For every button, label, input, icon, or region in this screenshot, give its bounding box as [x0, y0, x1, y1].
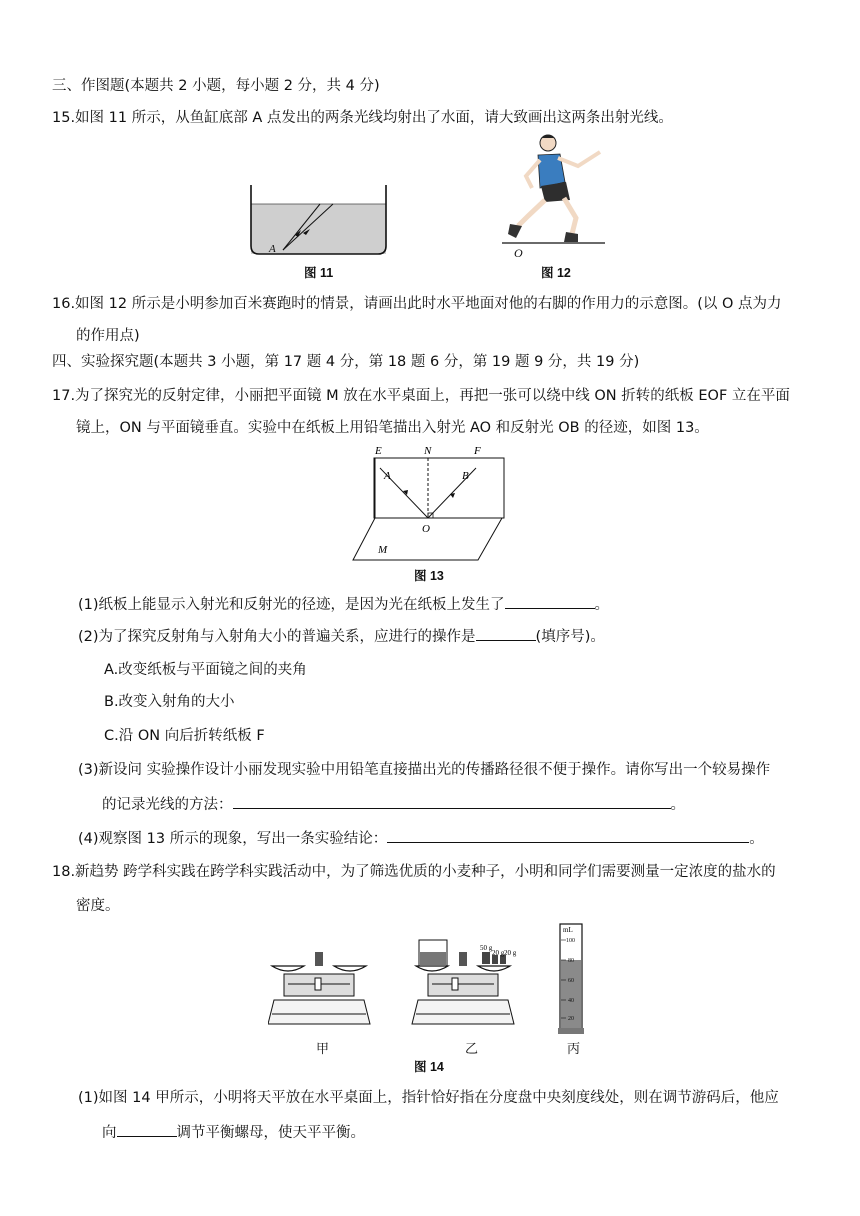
answer-blank-18-1[interactable]	[117, 1122, 177, 1137]
measuring-cylinder-bing	[558, 924, 584, 1034]
fig13-label-o: O	[422, 523, 430, 535]
figure-14-caption: 图 14	[414, 1060, 444, 1074]
question-16-line-1: 16.如图 12 所示是小明参加百米赛跑时的情景，请画出此时水平地面对他的右脚的作用力的示意图。(以 O 点为力	[52, 296, 782, 312]
fig13-label-b: B	[462, 470, 469, 482]
fig13-label-f: F	[474, 445, 481, 457]
figure-13-caption: 图 13	[414, 569, 444, 583]
answer-blank-17-1[interactable]	[505, 594, 595, 609]
fig13-label-a: A	[384, 470, 391, 482]
question-17-1: (1)纸板上能显示入射光和反射光的径迹，是因为光在纸板上发生了 。	[78, 594, 609, 615]
weight-20g-label-a: 20 g	[492, 949, 505, 957]
question-17-line-1: 17.为了探究光的反射定律，小丽把平面镜 M 放在水平桌面上，再把一张可以绕中线 ON 折转的纸板 EOF 立在平面	[52, 388, 790, 404]
cylinder-tick-40: 40	[568, 998, 574, 1004]
question-18-1-line-2: 向 调节平衡螺母，使天平平衡。	[102, 1122, 365, 1143]
fig14-label-yi: 乙	[465, 1042, 479, 1057]
question-17-3-line-1: (3)新设问 实验操作设计小丽发现实验中用铅笔直接描出光的传播路径很不便于操作。请你写出一个较易操作	[78, 762, 771, 778]
option-a: A.改变纸板与平面镜之间的夹角	[104, 662, 307, 678]
answer-blank-17-4[interactable]	[387, 828, 749, 843]
cylinder-tick-100: 100	[566, 938, 575, 944]
question-18-line-2: 密度。	[76, 898, 120, 914]
balance-yi	[412, 940, 517, 1024]
figure-13-reflection	[350, 440, 510, 569]
question-15-text: 15.如图 11 所示，从鱼缸底部 A 点发出的两条光线均射出了水面，请大致画出这两条出射光线。	[52, 110, 673, 126]
question-17-4: (4)观察图 13 所示的现象，写出一条实验结论： 。	[78, 828, 764, 849]
fig11-label-a: A	[269, 243, 276, 255]
figure-11-caption: 图 11	[304, 266, 334, 280]
answer-blank-17-2[interactable]	[476, 626, 536, 641]
figure-14-apparatus	[268, 918, 608, 1042]
option-c: C.沿 ON 向后折转纸板 F	[104, 728, 265, 744]
figure-11-fish-tank	[245, 180, 395, 264]
answer-blank-17-3[interactable]	[233, 794, 671, 809]
balance-jia	[268, 952, 370, 1024]
fig13-label-e: E	[375, 445, 382, 457]
option-b: B.改变入射角的大小	[104, 694, 235, 710]
fig14-label-bing: 丙	[567, 1042, 581, 1057]
cylinder-unit: mL	[563, 926, 573, 934]
question-16-line-2: 的作用点)	[76, 328, 140, 344]
question-18-line-1: 18.新趋势 跨学科实践在跨学科实践活动中，为了筛选优质的小麦种子，小明和同学们需要测量一定浓度的盐水的	[52, 864, 776, 880]
weight-50g-label: 50 g	[480, 944, 493, 952]
question-17-2: (2)为了探究反射角与入射角大小的普遍关系，应进行的操作是 (填序号)。	[78, 626, 605, 647]
cylinder-tick-20: 20	[568, 1016, 574, 1022]
section4-heading: 四、实验探究题(本题共 3 小题，第 17 题 4 分，第 18 题 6 分，第 19 题 9 分，共 19 分)	[52, 354, 640, 370]
section3-heading: 三、作图题(本题共 2 小题，每小题 2 分，共 4 分)	[52, 78, 380, 94]
fig14-label-jia: 甲	[316, 1042, 330, 1057]
figure-12-runner	[500, 130, 610, 260]
question-17-line-2: 镜上，ON 与平面镜垂直。实验中在纸板上用铅笔描出入射光 AO 和反射光 OB 的径迹，如图 13。	[76, 420, 709, 436]
question-18-1-line-1: (1)如图 14 甲所示，小明将天平放在水平桌面上，指针恰好指在分度盘中央刻度线处，则在调节游码后，他应	[78, 1090, 779, 1106]
cylinder-tick-60: 60	[568, 978, 574, 984]
figure-12-caption: 图 12	[541, 266, 571, 280]
weight-20g-label-b: 20 g	[504, 949, 517, 957]
fig12-label-o: O	[514, 246, 523, 260]
fig13-label-n: N	[424, 445, 432, 457]
question-17-3-line-2: 的记录光线的方法： 。	[102, 794, 685, 815]
fig13-label-m: M	[378, 544, 388, 556]
cylinder-tick-80: 80	[568, 958, 574, 964]
